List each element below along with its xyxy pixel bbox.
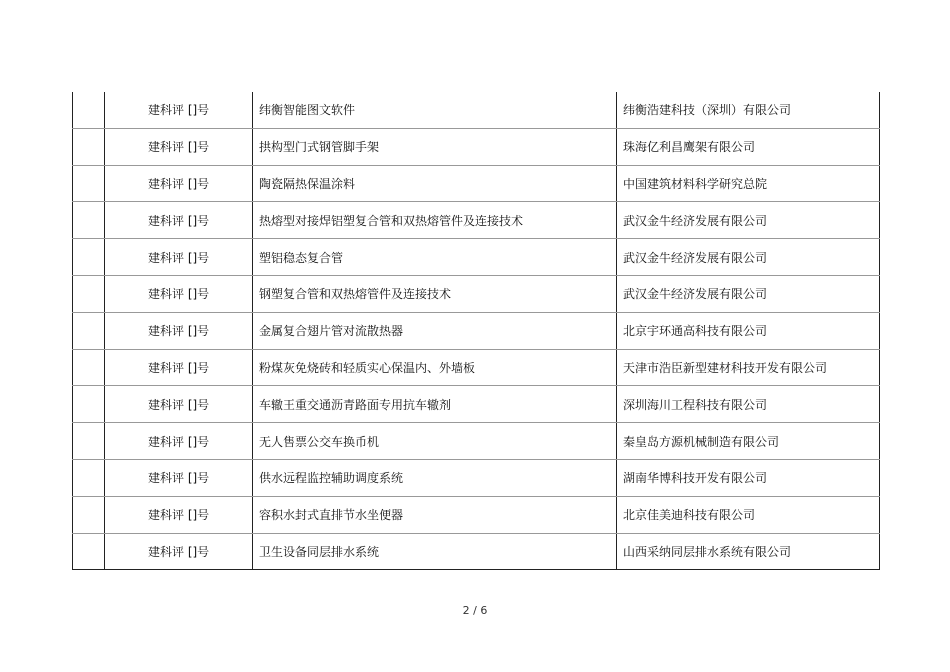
product-name-cell: 金属复合翅片管对流散热器: [253, 312, 617, 349]
blank-cell: [73, 312, 105, 349]
blank-cell: [73, 533, 105, 570]
code-cell: 建科评 []号: [105, 349, 253, 386]
company-cell: 北京佳美迪科技有限公司: [617, 496, 880, 533]
blank-cell: [73, 202, 105, 239]
code-cell: 建科评 []号: [105, 386, 253, 423]
company-cell: 北京宇环通高科技有限公司: [617, 312, 880, 349]
company-cell: 武汉金牛经济发展有限公司: [617, 239, 880, 276]
code-cell: 建科评 []号: [105, 128, 253, 165]
code-cell: 建科评 []号: [105, 165, 253, 202]
blank-cell: [73, 128, 105, 165]
product-name-cell: 无人售票公交车换币机: [253, 423, 617, 460]
code-cell: 建科评 []号: [105, 459, 253, 496]
product-name-cell: 陶瓷隔热保温涂料: [253, 165, 617, 202]
company-cell: 秦皇岛方源机械制造有限公司: [617, 423, 880, 460]
document-table-wrap: [72, 92, 878, 570]
table-row: [73, 386, 880, 423]
blank-cell: [73, 496, 105, 533]
company-cell: 纬衡浩建科技（深圳）有限公司: [617, 92, 880, 128]
code-cell: 建科评 []号: [105, 533, 253, 570]
table-row: [73, 459, 880, 496]
company-cell: 湖南华博科技开发有限公司: [617, 459, 880, 496]
code-cell: 建科评 []号: [105, 496, 253, 533]
product-name-cell: 卫生设备同层排水系统: [253, 533, 617, 570]
product-name-cell: 粉煤灰免烧砖和轻质实心保温内、外墙板: [253, 349, 617, 386]
table-row: [73, 239, 880, 276]
company-cell: 深圳海川工程科技有限公司: [617, 386, 880, 423]
table-row: [73, 349, 880, 386]
blank-cell: [73, 423, 105, 460]
code-cell: 建科评 []号: [105, 239, 253, 276]
product-name-cell: 塑铝稳态复合管: [253, 239, 617, 276]
table-row: [73, 92, 880, 128]
blank-cell: [73, 92, 105, 128]
table-row: [73, 202, 880, 239]
product-name-cell: 供水远程监控辅助调度系统: [253, 459, 617, 496]
code-cell: 建科评 []号: [105, 202, 253, 239]
product-name-cell: 车辙王重交通沥青路面专用抗车辙剂: [253, 386, 617, 423]
code-cell: 建科评 []号: [105, 312, 253, 349]
table-row: [73, 312, 880, 349]
product-name-cell: 拱构型门式钢管脚手架: [253, 128, 617, 165]
blank-cell: [73, 239, 105, 276]
blank-cell: [73, 165, 105, 202]
blank-cell: [73, 275, 105, 312]
company-cell: 武汉金牛经济发展有限公司: [617, 275, 880, 312]
blank-cell: [73, 386, 105, 423]
product-name-cell: 容积水封式直排节水坐便器: [253, 496, 617, 533]
blank-cell: [73, 349, 105, 386]
certification-table: [72, 92, 880, 570]
company-cell: 中国建筑材料科学研究总院: [617, 165, 880, 202]
table-row: [73, 165, 880, 202]
table-row: [73, 533, 880, 570]
product-name-cell: 纬衡智能图文软件: [253, 92, 617, 128]
table-row: [73, 128, 880, 165]
company-cell: 珠海亿利昌鹰架有限公司: [617, 128, 880, 165]
table-row: [73, 275, 880, 312]
page-number: 2 / 6: [462, 604, 488, 617]
product-name-cell: 钢塑复合管和双热熔管件及连接技术: [253, 275, 617, 312]
code-cell: 建科评 []号: [105, 423, 253, 460]
company-cell: 天津市浩臣新型建材科技开发有限公司: [617, 349, 880, 386]
code-cell: 建科评 []号: [105, 92, 253, 128]
table-row: [73, 423, 880, 460]
table-body: [73, 92, 880, 570]
code-cell: 建科评 []号: [105, 275, 253, 312]
company-cell: 武汉金牛经济发展有限公司: [617, 202, 880, 239]
table-row: [73, 496, 880, 533]
company-cell: 山西采纳同层排水系统有限公司: [617, 533, 880, 570]
product-name-cell: 热熔型对接焊铝塑复合管和双热熔管件及连接技术: [253, 202, 617, 239]
blank-cell: [73, 459, 105, 496]
